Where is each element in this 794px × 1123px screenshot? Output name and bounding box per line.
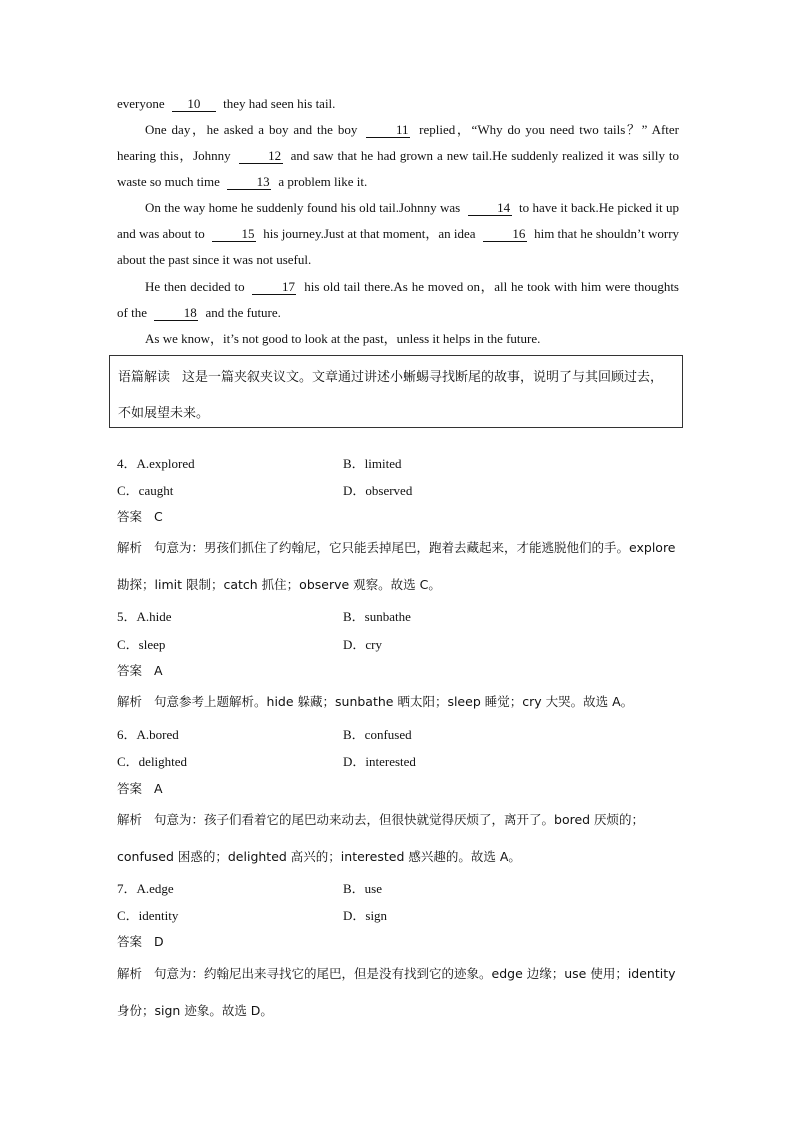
blank-13: 13 [227, 174, 271, 190]
text: to have it back.He picked it up and was about to [117, 200, 679, 241]
text: and the future. [205, 305, 281, 320]
question-4-options-row-2 [117, 480, 697, 500]
blank-15: 15 [212, 226, 256, 242]
reading-analysis-text [118, 360, 676, 432]
question-5-options-row-1 [117, 606, 697, 626]
question-6-options-row-2 [117, 751, 697, 771]
text: everyone [117, 96, 165, 111]
passage-paragraph-1 [117, 117, 679, 195]
explanation-label: 解析 [117, 694, 143, 709]
option-d: D．observed [343, 483, 413, 498]
text: they had seen his tail. [223, 96, 336, 111]
explanation-label: 解析 [117, 812, 143, 827]
explanation-text: 句意参考上题解析。hide 躲藏；sunbathe 晒太阳；sleep 睡觉；cry 大哭。故选 A。 [154, 694, 634, 709]
text: On the way home he suddenly found his old tail.Johnny was [145, 200, 461, 215]
option-d: D．cry [343, 637, 382, 652]
text: a problem like it. [278, 174, 368, 189]
blank-10: 10 [172, 96, 216, 112]
text: him that he shouldn’t worry about the past since it was not useful. [117, 226, 680, 267]
reading-analysis-box [109, 355, 683, 428]
question-4-options-row-1 [117, 453, 697, 473]
explanation-label: 解析 [117, 540, 143, 555]
blank-16: 16 [483, 226, 527, 242]
text: his journey.Just at that moment，an idea [263, 226, 476, 241]
option-a: 7．A.edge [117, 881, 174, 896]
question-6-options-row-1 [117, 724, 697, 744]
blank-14: 14 [468, 200, 512, 216]
question-7-options-row-1 [117, 878, 697, 898]
question-7-explanation [117, 955, 679, 1029]
reading-analysis-label: 语篇解读 [118, 370, 171, 385]
blank-17: 17 [252, 279, 296, 295]
option-d: D．interested [343, 754, 416, 769]
option-c: C．identity [117, 908, 179, 923]
question-5-explanation [117, 683, 679, 720]
answer-value: C [154, 509, 163, 524]
reading-analysis-body: 这是一篇夹叙夹议文。文章通过讲述小蜥蜴寻找断尾的故事，说明了与其回顾过去，不如展望未来。 [118, 370, 664, 421]
blank-11: 11 [366, 122, 410, 138]
explanation-text: 句意为：约翰尼出来寻找它的尾巴，但是没有找到它的迹象。edge 边缘；use 使用；identity 身份；sign 迹象。故选 D。 [117, 966, 676, 1018]
option-b: B．sunbathe [343, 609, 411, 624]
text: One day，he asked a boy and the boy [145, 122, 358, 137]
option-a: 5．A.hide [117, 609, 172, 624]
question-4-answer [117, 507, 697, 527]
option-d: D．sign [343, 908, 388, 923]
option-c: C．caught [117, 483, 174, 498]
question-7-options-row-2 [117, 905, 697, 925]
option-b: B．use [343, 881, 383, 896]
text: He then decided to [145, 279, 245, 294]
question-6-answer [117, 779, 697, 799]
blank-12: 12 [239, 148, 283, 164]
answer-value: A [154, 663, 163, 678]
question-6-explanation [117, 801, 679, 875]
option-c: C．sleep [117, 637, 166, 652]
answer-label: 答案 [117, 509, 143, 524]
text: replied，“Why do you need two tails？” After hearing this，Johnny [117, 122, 679, 163]
answer-label: 答案 [117, 663, 143, 678]
option-c: C．delighted [117, 754, 188, 769]
passage-paragraph-4: As we know，it’s not good to look at the past，unless it helps in the future. [145, 331, 541, 346]
text: and saw that he had grown a new tail.He suddenly realized it was silly to waste so much time [117, 148, 680, 189]
question-7-answer [117, 932, 697, 952]
blank-18: 18 [154, 305, 198, 321]
explanation-label: 解析 [117, 966, 143, 981]
answer-label: 答案 [117, 781, 143, 796]
passage-paragraph-3 [117, 274, 679, 326]
explanation-text: 句意为：男孩们抓住了约翰尼，它只能丢掉尾巴，跑着去藏起来，才能逃脱他们的手。explore 勘探；limit 限制；catch 抓住；observe 观察。故选 C。 [117, 540, 676, 592]
question-5-answer [117, 661, 697, 681]
question-4-explanation [117, 529, 679, 603]
passage-paragraph-2 [117, 195, 679, 273]
option-a: 4．A.explored [117, 456, 195, 471]
answer-value: A [154, 781, 163, 796]
text: his old tail there.As he moved on，all he took with him were thoughts of the [117, 279, 679, 320]
explanation-text: 句意为：孩子们看着它的尾巴动来动去，但很快就觉得厌烦了，离开了。bored 厌烦的；confused 困惑的；delighted 高兴的；interested 感兴趣的。故选 A。 [117, 812, 645, 864]
passage-line-0 [117, 91, 679, 117]
option-a: 6．A.bored [117, 727, 179, 742]
answer-value: D [154, 934, 164, 949]
question-5-options-row-2 [117, 634, 697, 654]
answer-label: 答案 [117, 934, 143, 949]
option-b: B．limited [343, 456, 402, 471]
option-b: B．confused [343, 727, 412, 742]
